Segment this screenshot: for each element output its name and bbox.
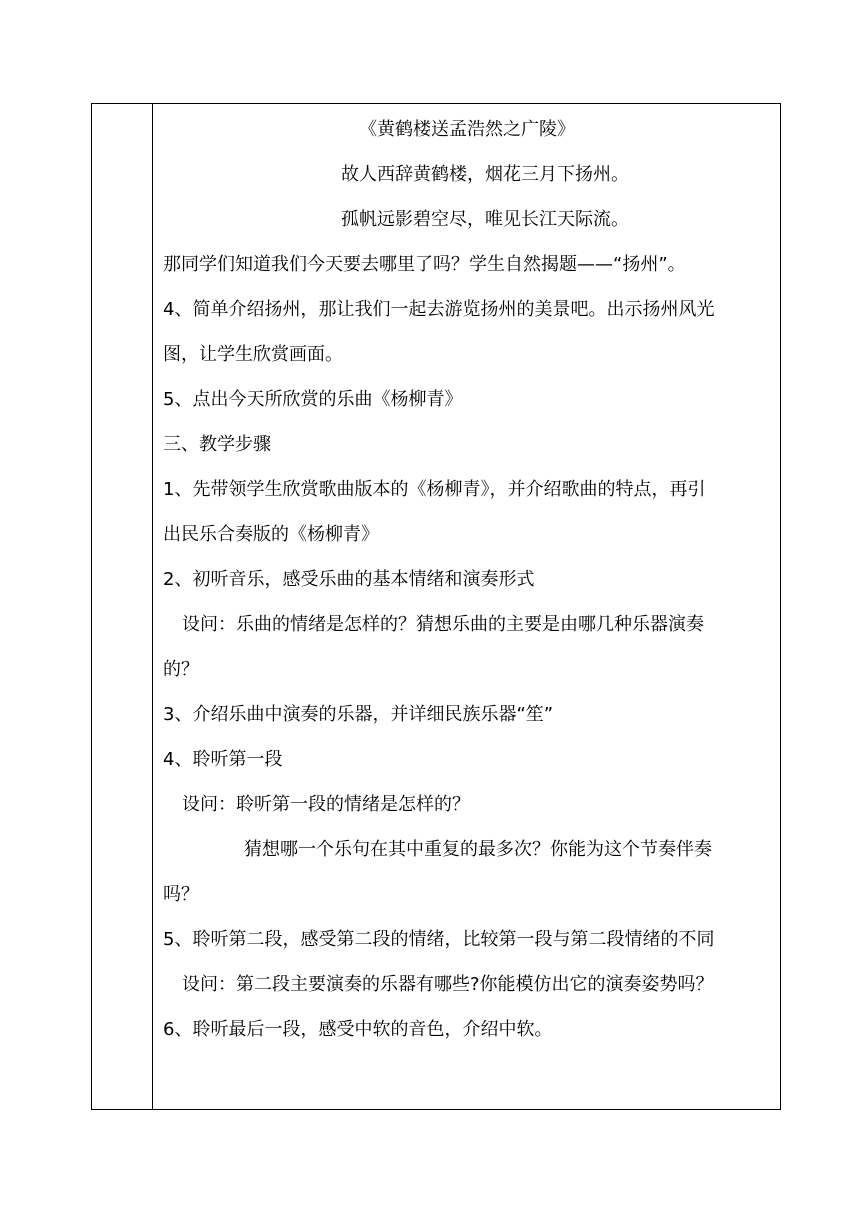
left-column-cell (92, 104, 153, 1109)
poem-line-2: 孤帆远影碧空尽，唯见长江天际流。 (341, 209, 629, 230)
text-line: 图，让学生欣赏画面。 (163, 344, 343, 365)
text-line: 设问：乐曲的情绪是怎样的？猜想乐曲的主要是由哪几种乐器演奏 (182, 614, 704, 635)
text-line: 4、聆听第一段 (163, 749, 283, 770)
text-line: 5、点出今天所欣赏的乐曲《杨柳青》 (163, 389, 463, 410)
text-line: 那同学们知道我们今天要去哪里了吗？学生自然揭题——“扬州”。 (163, 254, 686, 275)
lesson-table (91, 103, 781, 1110)
content-cell (154, 104, 780, 1109)
text-line: 猜想哪一个乐句在其中重复的最多次？你能为这个节奏伴奏 (244, 839, 712, 860)
text-line: 设问：第二段主要演奏的乐器有哪些?你能模仿出它的演奏姿势吗？ (182, 974, 714, 995)
text-line: 2、初听音乐，感受乐曲的基本情绪和演奏形式 (163, 569, 535, 590)
text-line: 4、简单介绍扬州，那让我们一起去游览扬州的美景吧。出示扬州风光 (163, 299, 715, 320)
text-line: 5、聆听第二段，感受第二段的情绪，比较第一段与第二段情绪的不同 (163, 929, 715, 950)
section-heading: 三、教学步骤 (163, 434, 271, 455)
text-line: 6、聆听最后一段，感受中软的音色，介绍中软。 (163, 1019, 553, 1040)
text-line: 设问：聆听第一段的情绪是怎样的？ (182, 794, 470, 815)
text-line: 出民乐合奏版的《杨柳青》 (163, 524, 379, 545)
poem-title: 《黄鹤楼送孟浩然之广陵》 (359, 119, 575, 140)
text-line: 1、先带领学生欣赏歌曲版本的《杨柳青》，并介绍歌曲的特点，再引 (163, 479, 706, 500)
text-line: 3、介绍乐曲中演奏的乐器，并详细民族乐器“笙” (163, 704, 554, 725)
text-line: 的？ (163, 659, 199, 680)
poem-line-1: 故人西辞黄鹤楼，烟花三月下扬州。 (341, 164, 629, 185)
text-line: 吗？ (163, 884, 199, 905)
